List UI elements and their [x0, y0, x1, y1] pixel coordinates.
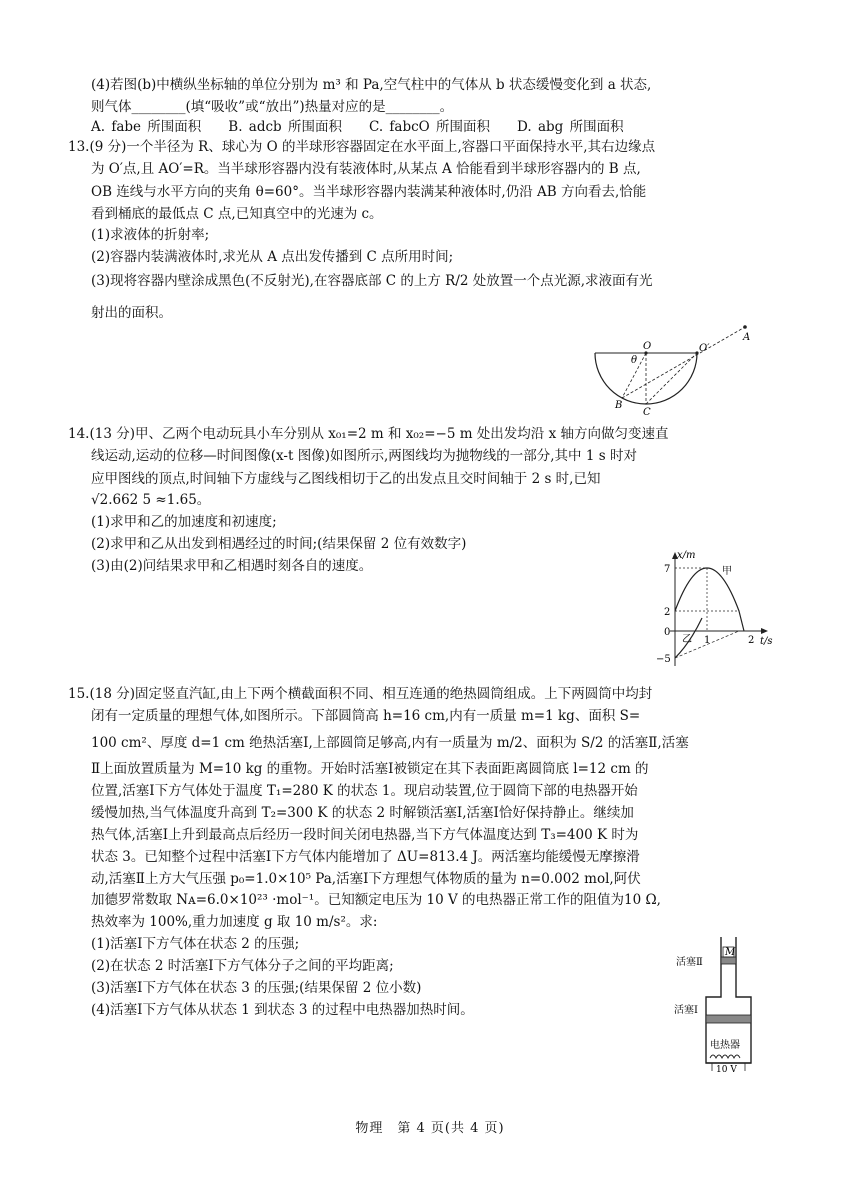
q13-sub3-line1: (3)现将容器内壁涂成黑色(不反射光),在容器底部 C 的上方 R/2 处放置一个点光源,求液面有光 [91, 273, 653, 289]
point-A-label: A [743, 332, 751, 343]
voltage-label: 10 V [716, 1065, 737, 1073]
point-O-label: O [643, 341, 652, 352]
piston2-label: 活塞Ⅱ [676, 957, 703, 968]
point-C-label: C [643, 407, 651, 418]
q14-sub3: (3)由(2)问结果求甲和乙相遇时刻各自的速度。 [91, 558, 373, 574]
q15-stem-line11: 热效率为 100%,重力加速度 g 取 10 m/s²。求: [91, 914, 378, 930]
q12-options: A. fabe 所围面积 B. adcb 所围面积 C. fabcO 所围面积 D. abg 所围面积 [91, 119, 624, 135]
xt-graph [652, 548, 787, 670]
q14-sub1: (1)求甲和乙的加速度和初速度; [91, 514, 277, 530]
q15-stem-line4: Ⅱ上面放置质量为 M=10 kg 的重物。开始时活塞Ⅰ被锁定在其下表面距离圆筒底 l=12 cm 的 [91, 761, 649, 777]
q13-stem-line4: 看到桶底的最低点 C 点,已知真空中的光速为 c。 [91, 206, 383, 222]
point-Oprime-label: O′ [699, 343, 710, 354]
theta-label: θ [631, 355, 638, 366]
q13-stem-line1: 13.(9 分)一个半径为 R、球心为 O 的半球形容器固定在水平面上,容器口平面保持水平,其右边缘点 [68, 139, 656, 155]
q15-stem-line6: 缓慢加热,当气体温度升高到 T₂=300 K 的状态 2 时解锁活塞Ⅰ,活塞Ⅰ恰好保持静止。继续加 [91, 805, 634, 821]
q14-stem-line4: √2.662 5 ≈1.65。 [91, 492, 211, 508]
heater-label: 电热器 [710, 1040, 740, 1051]
q13-sub2: (2)容器内装满液体时,求光从 A 点出发传播到 C 点所用时间; [91, 249, 454, 265]
q13-stem-line2: 为 O′点,且 AO′=R。当半球形容器内没有装液体时,从某点 A 恰能看到半球形容器内的 B 点, [91, 161, 641, 177]
q14-sub2: (2)求甲和乙从出发到相遇经过的时间;(结果保留 2 位有效数字) [91, 536, 467, 552]
point-B-label: B [615, 400, 623, 411]
q14-stem-line3: 应甲图线的顶点,时间轴下方虚线与乙图线相切于乙的出发点且交时间轴于 2 s 时,已知 [91, 471, 601, 487]
hemisphere-diagram [585, 318, 760, 418]
q15-stem-line5: 位置,活塞Ⅰ下方气体处于温度 T₁=280 K 的状态 1。现启动装置,位于圆筒下部的电热器开始 [91, 783, 638, 799]
graph-ylabel: x/m [677, 550, 696, 561]
q14-stem-line2: 线运动,运动的位移—时间图像(x-t 图像)如图所示,两图线均为抛物线的一部分,其中 1 s 时对 [91, 448, 637, 464]
q15-stem-line8: 状态 3。已知整个过程中活塞Ⅰ下方气体内能增加了 ΔU=813.4 J。两活塞均能缓慢无摩擦滑 [91, 849, 640, 865]
tick-x-2: 2 [748, 635, 755, 646]
piston1-label: 活塞Ⅰ [674, 1005, 698, 1016]
q15-stem-line2: 闭有一定质量的理想气体,如图所示。下部圆筒高 h=16 cm,内有一质量 m=1 kg、面积 S= [91, 708, 641, 724]
tick-y-7: 7 [664, 564, 671, 575]
curve-jia-label: 甲 [722, 566, 732, 577]
q12-part4-line2: 则气体________(填“吸收”或“放出”)热量对应的是________。 [91, 99, 454, 115]
tick-y-neg5: −5 [656, 654, 671, 665]
q13-sub3-line2: 射出的面积。 [91, 305, 172, 321]
tick-y-2: 2 [664, 607, 671, 618]
curve-yi-label: 乙 [682, 634, 692, 645]
q15-stem-line9: 动,活塞Ⅱ上方大气压强 p₀=1.0×10⁵ Pa,活塞Ⅰ下方理想气体物质的量为 n=0.002 mol,阿伏 [91, 871, 641, 887]
graph-xlabel: t/s [760, 636, 773, 647]
cylinder-diagram [670, 935, 765, 1073]
tick-x-1: 1 [704, 635, 711, 646]
q15-sub1: (1)活塞Ⅰ下方气体在状态 2 的压强; [91, 936, 300, 952]
q15-sub2: (2)在状态 2 时活塞Ⅰ下方气体分子之间的平均距离; [91, 958, 394, 974]
q15-stem-line1: 15.(18 分)固定竖直汽缸,由上下两个横截面积不同、相互连通的绝热圆筒组成。上下两圆筒中均封 [68, 686, 653, 702]
q15-stem-line10: 加德罗常数取 Nᴀ=6.0×10²³ ·mol⁻¹。已知额定电压为 10 V 的电热器正常工作的阻值为10 Ω, [91, 892, 661, 908]
weight-M-label: M [725, 947, 736, 958]
q12-part4-line1: (4)若图(b)中横纵坐标轴的单位分别为 m³ 和 Pa,空气柱中的气体从 b 状态缓慢变化到 a 状态, [91, 77, 652, 93]
q13-sub1: (1)求液体的折射率; [91, 227, 210, 243]
q15-sub3: (3)活塞Ⅰ下方气体在状态 3 的压强;(结果保留 2 位小数) [91, 980, 422, 996]
page-footer: 物理 第 4 页(共 4 页) [355, 1121, 505, 1136]
q13-stem-line3: OB 连线与水平方向的夹角 θ=60°。当半球形容器内装满某种液体时,仍沿 AB 方向看去,恰能 [91, 184, 647, 200]
tick-y-0: 0 [664, 627, 671, 638]
q15-sub4: (4)活塞Ⅰ下方气体从状态 1 到状态 3 的过程中电热器加热时间。 [91, 1002, 474, 1018]
q14-stem-line1: 14.(13 分)甲、乙两个电动玩具小车分别从 x₀₁=2 m 和 x₀₂=−5 m 处出发均沿 x 轴方向做匀变速直 [68, 426, 669, 442]
q15-stem-line7: 热气体,活塞Ⅰ上升到最高点后经历一段时间关闭电热器,当下方气体温度达到 T₃=400 K 时为 [91, 827, 639, 843]
q15-stem-line3: 100 cm²、厚度 d=1 cm 绝热活塞Ⅰ,上部圆筒足够高,内有一质量为 m/2、面积为 S/2 的活塞Ⅱ,活塞 [91, 735, 689, 751]
